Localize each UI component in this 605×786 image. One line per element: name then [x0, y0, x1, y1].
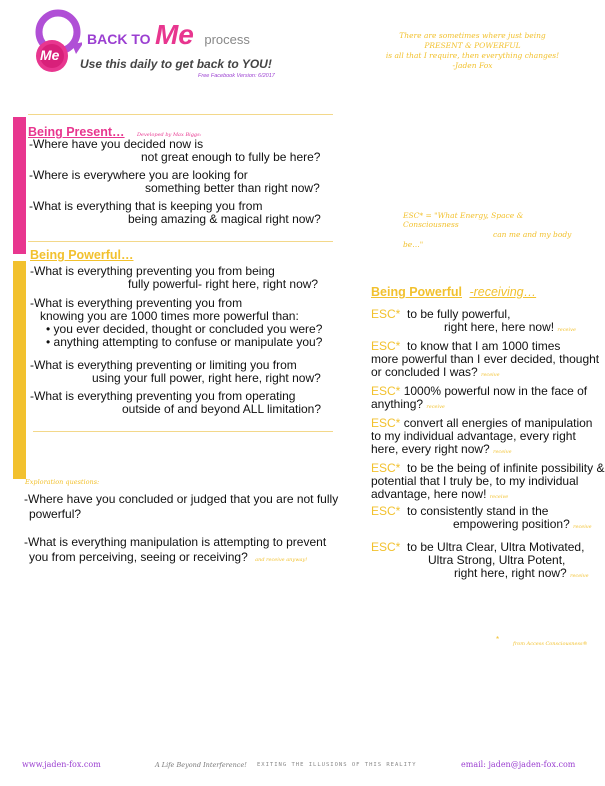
- brand-pre: BACK TO: [87, 31, 151, 47]
- bullet-item: • anything attempting to confuse or manipulate you?: [46, 335, 323, 349]
- powerful-question: -What is everything preventing you from being fully powerful- right here, right now?: [30, 264, 319, 291]
- receiving-heading: Being Powerful -receiving…: [371, 285, 537, 299]
- quote: [370, 31, 575, 71]
- present-question: -What is everything that is keeping you from being amazing & magical right now?: [29, 199, 321, 226]
- quote-line: There are sometimes where just being: [399, 31, 546, 40]
- quote-author: -Jaden Fox: [452, 61, 493, 70]
- footer-website-link[interactable]: www.jaden-fox.com: [22, 760, 101, 769]
- exploration-question: -Where have you concluded or judged that you are not fully powerful?: [24, 492, 339, 521]
- quote-line: is all that I require, then everything changes!: [385, 51, 560, 60]
- brand-title: [87, 19, 250, 51]
- present-bar: [13, 117, 26, 254]
- version-note: Free Facebook Version: 6/2017: [198, 73, 275, 79]
- receiving-item: ESC* to be the being of infinite possibility & potential that I truly be, to my individual advantage, here now! receive: [371, 461, 605, 501]
- footnote-text: from Access Consciousness®: [513, 641, 588, 647]
- quote-line: PRESENT & POWERFUL: [424, 41, 521, 50]
- footer-script: A Life Beyond Interference!: [155, 761, 247, 769]
- exploration-note: and receive anyway!: [255, 557, 308, 563]
- receiving-item: ESC* convert all energies of manipulation to my individual advantage, every right here, every right now? receive: [371, 416, 593, 456]
- powerful-bar: [13, 261, 26, 479]
- divider: [28, 241, 333, 242]
- brand-me: Me: [154, 19, 194, 50]
- receiving-item: ESC* to consistently stand in the empowering position? receive: [371, 504, 592, 531]
- exploration-question: -What is everything manipulation is attempting to prevent you from perceiving, seeing or receiving? and receive anyway!: [24, 535, 327, 564]
- bullet-item: • you ever decided, thought or concluded you were?: [46, 322, 323, 336]
- logo-mark-icon: [22, 8, 82, 76]
- divider: [33, 431, 333, 432]
- powerful-heading: Being Powerful…: [30, 248, 134, 262]
- present-question: -Where have you decided now is not great enough to fully be here?: [29, 137, 321, 164]
- exploration-label: Exploration questions:: [25, 478, 100, 486]
- powerful-question: -What is everything preventing you from operating outside of and beyond ALL limitation?: [30, 389, 322, 416]
- powerful-question: -What is everything preventing or limiting you from using your full power, right here, right now?: [30, 358, 321, 385]
- brand-post: process: [204, 32, 250, 47]
- footnote-star: *: [496, 635, 500, 644]
- powerful-question: -What is everything preventing you from knowing you are 1000 times more powerful than: • you ever decided, thought or concluded you were? • anything attempting to confuse or manipulate you?: [30, 297, 340, 349]
- footer-center: EXITING THE ILLUSIONS OF THIS REALITY: [257, 762, 417, 768]
- present-credit: Developed by Max Biggs:: [137, 132, 202, 138]
- logo: [22, 8, 82, 76]
- divider: [28, 114, 333, 115]
- receiving-item: ESC* to be Ultra Clear, Ultra Motivated, Ultra Strong, Ultra Potent, right here, right now? receive: [371, 540, 589, 580]
- logo-mark-text: Me: [40, 47, 60, 63]
- present-question: -Where is everywhere you are looking for something better than right now?: [29, 168, 320, 195]
- receiving-item: ESC* to know that I am 1000 times more powerful than I ever decided, thought or concluded I was? receive: [371, 339, 600, 379]
- receiving-item: ESC* to be fully powerful, right here, here now! receive: [371, 307, 576, 334]
- present-heading: Being Present…: [28, 125, 125, 139]
- footer-email-link[interactable]: email: jaden@jaden-fox.com: [461, 760, 576, 769]
- tagline: Use this daily to get back to YOU!: [80, 57, 272, 71]
- receiving-item: ESC* 1000% powerful now in the face of anything? receive: [371, 384, 588, 411]
- esc-definition: ESC* = "What Energy, Space & Consciousness can me and my body be…": [403, 211, 572, 249]
